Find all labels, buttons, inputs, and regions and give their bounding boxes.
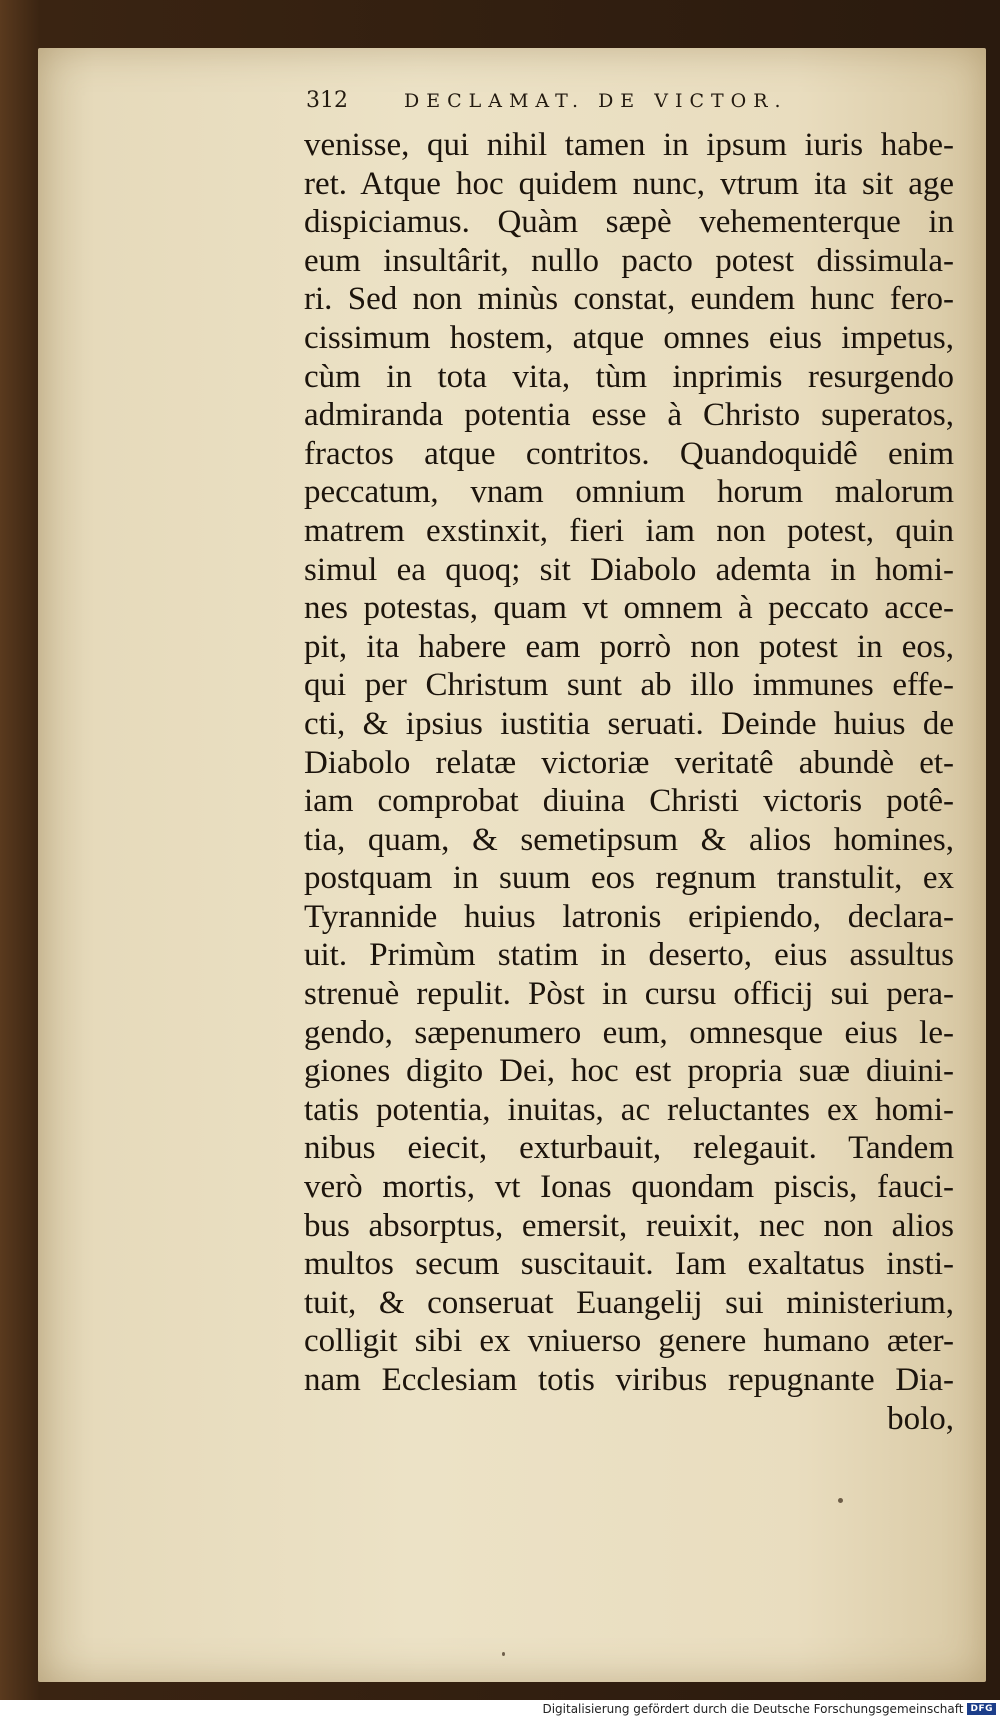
text-line: peccatum, vnam omnium horum malorum [304, 474, 954, 511]
ink-speck [838, 1498, 843, 1503]
text-line: postquam in suum eos regnum transtulit, ex [304, 860, 954, 897]
text-line: nam Ecclesiam totis viribus repugnante Dia- [304, 1362, 954, 1398]
dfg-logo: DFG [967, 1703, 996, 1715]
text-line: cùm in tota vita, tùm inprimis resurgendo [304, 358, 954, 395]
text-line: iam comprobat diuina Christi victoris potê- [304, 783, 954, 820]
text-line: colligit sibi ex vniuerso genere humano æter- [304, 1323, 954, 1360]
text-line: cissimum hostem, atque omnes eius impetus, [304, 319, 954, 356]
text-line: ri. Sed non minùs constat, eundem hunc fero- [304, 281, 954, 318]
text-line: venisse, qui nihil tamen in ipsum iuris habe- [304, 127, 954, 163]
text-line: verò mortis, vt Ionas quondam piscis, fauci- [304, 1169, 954, 1206]
text-line: bolo, [887, 1400, 954, 1437]
text-line: tatis potentia, inuitas, ac reluctantes ex homi- [304, 1091, 954, 1128]
page-number: 312 [306, 88, 348, 113]
text-line: nes potestas, quam vt omnem à peccato acce- [304, 590, 954, 627]
text-line: simul ea quoq; sit Diabolo ademta in homi- [304, 551, 954, 588]
text-line: cti, & ipsius iustitia seruati. Deinde huius de [304, 705, 954, 742]
ink-speck [502, 1652, 505, 1656]
text-line: fractos atque contritos. Quandoquidê enim [304, 435, 954, 472]
text-line: qui per Christum sunt ab illo immunes effe- [304, 667, 954, 704]
text-line: dispiciamus. Quàm sæpè vehementerque in [304, 204, 954, 241]
text-line: matrem exstinxit, fieri iam non potest, quin [304, 512, 954, 549]
text-line: ret. Atque hoc quidem nunc, vtrum ita sit age [304, 165, 954, 202]
text-line: giones digito Dei, hoc est propria suæ diuini- [304, 1053, 954, 1090]
text-line: strenuè repulit. Pòst in cursu officij sui pera- [304, 976, 954, 1013]
text-line: bus absorptus, emersit, reuixit, nec non alios [304, 1207, 954, 1244]
text-line: eum insultârit, nullo pacto potest dissimula- [304, 242, 954, 279]
body-text [304, 126, 954, 1438]
text-line: Diabolo relatæ victoriæ veritatê abundè et- [304, 744, 954, 781]
text-line: tia, quam, & semetipsum & alios homines, [304, 821, 954, 858]
page-header [306, 88, 946, 124]
text-line: admiranda potentia esse à Christo superatos, [304, 397, 954, 434]
running-title: DECLAMAT. DE VICTOR. [404, 90, 788, 112]
digitization-footer [0, 1700, 1000, 1718]
text-line: nibus eiecit, exturbauit, relegauit. Tandem [304, 1130, 954, 1167]
text-line: pit, ita habere eam porrò non potest in eos, [304, 628, 954, 665]
text-line: uit. Primùm statim in deserto, eius assultus [304, 937, 954, 974]
text-line: tuit, & conseruat Euangelij sui ministerium, [304, 1284, 954, 1321]
text-line: gendo, sæpenumero eum, omnesque eius le- [304, 1014, 954, 1051]
text-line: multos secum suscitauit. Iam exaltatus insti- [304, 1246, 954, 1283]
text-line: Tyrannide huius latronis eripiendo, declara- [304, 898, 954, 935]
footer-credit: Digitalisierung gefördert durch die Deutsche Forschungsgemeinschaft [542, 1702, 964, 1716]
